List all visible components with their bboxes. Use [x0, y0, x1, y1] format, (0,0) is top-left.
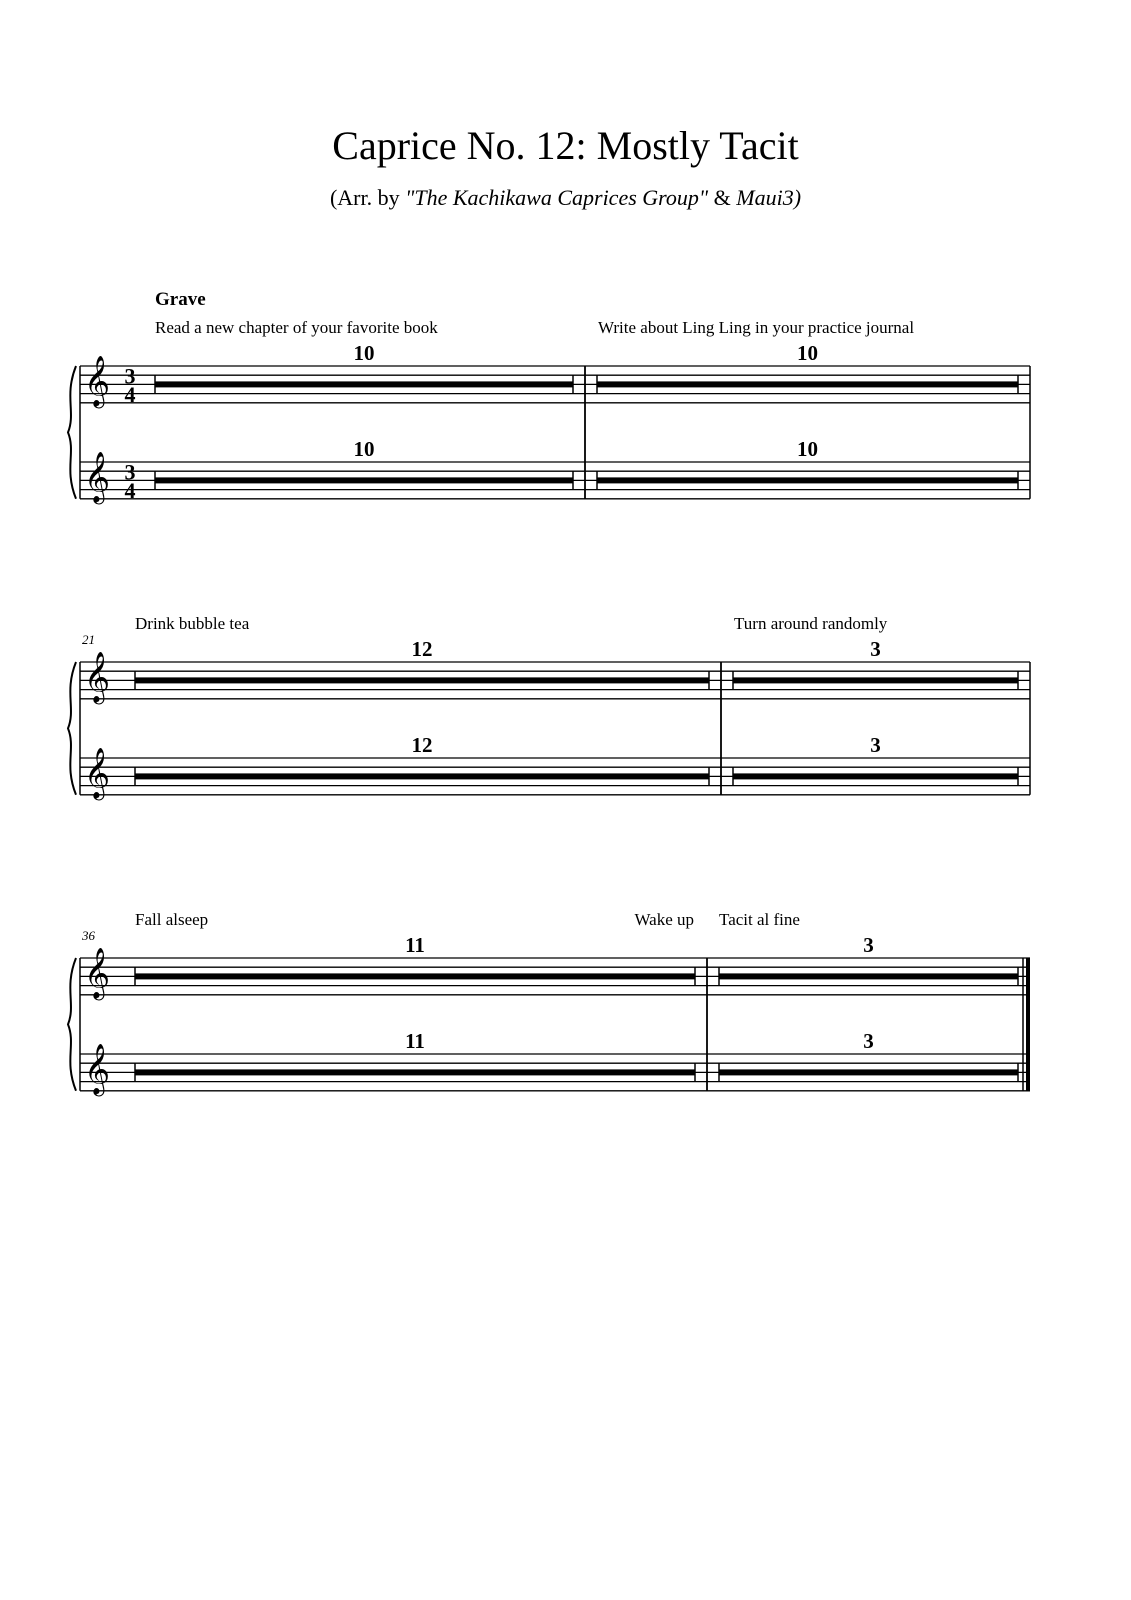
performance-annotation: Wake up	[634, 910, 694, 929]
treble-clef-icon: 𝄞	[84, 452, 111, 502]
rest-count: 10	[797, 341, 818, 365]
multi-measure-rest	[135, 1069, 695, 1075]
performance-annotation: Tacit al fine	[719, 910, 800, 929]
bar-number: 21	[82, 632, 95, 647]
multi-measure-rest	[135, 677, 709, 683]
performance-annotation: Fall alseep	[135, 910, 209, 929]
multi-measure-rest	[719, 1069, 1018, 1075]
performance-annotation: Turn around randomly	[734, 614, 888, 633]
performance-annotation: Read a new chapter of your favorite book	[155, 318, 438, 337]
multi-measure-rest	[733, 677, 1018, 683]
multi-measure-rest	[135, 773, 709, 779]
brace	[68, 366, 76, 499]
bar-number: 36	[82, 928, 95, 943]
rest-count: 12	[411, 733, 433, 757]
treble-clef-icon: 𝄞	[84, 948, 111, 998]
multi-measure-rest	[733, 773, 1018, 779]
rest-count: 10	[353, 341, 375, 365]
rest-count: 3	[863, 933, 874, 957]
final-barline-thick	[1026, 958, 1030, 1091]
score-title: Caprice No. 12: Mostly Tacit	[332, 123, 799, 168]
multi-measure-rest	[597, 381, 1018, 387]
multi-measure-rest	[155, 381, 573, 387]
rest-count: 3	[870, 733, 881, 757]
rest-count: 3	[870, 637, 881, 661]
rest-count: 11	[405, 933, 425, 957]
multi-measure-rest	[155, 477, 573, 483]
brace	[68, 662, 76, 795]
subtitle-amp: &	[708, 185, 737, 210]
brace	[68, 958, 76, 1091]
multi-measure-rest	[135, 973, 695, 979]
performance-annotation: Write about Ling Ling in your practice journal	[598, 318, 915, 337]
time-signature-numerator: 3	[124, 459, 136, 485]
time-signature-numerator: 3	[124, 363, 136, 389]
subtitle-author: Maui3)	[736, 185, 802, 210]
rest-count: 12	[411, 637, 433, 661]
treble-clef-icon: 𝄞	[84, 652, 111, 702]
performance-annotation: Drink bubble tea	[135, 614, 250, 633]
time-signature-denominator: 4	[124, 477, 136, 503]
multi-measure-rest	[597, 477, 1018, 483]
subtitle-prefix: (Arr. by	[329, 185, 406, 210]
rest-count: 11	[405, 1029, 425, 1053]
rest-count: 3	[863, 1029, 874, 1053]
rest-count: 10	[797, 437, 818, 461]
treble-clef-icon: 𝄞	[84, 1044, 111, 1094]
time-signature-denominator: 4	[124, 381, 136, 407]
subtitle-group: "The Kachikawa Caprices Group"	[405, 185, 709, 210]
tempo-marking: Grave	[155, 289, 206, 310]
rest-count: 10	[353, 437, 375, 461]
treble-clef-icon: 𝄞	[84, 356, 111, 406]
treble-clef-icon: 𝄞	[84, 748, 111, 798]
multi-measure-rest	[719, 973, 1018, 979]
